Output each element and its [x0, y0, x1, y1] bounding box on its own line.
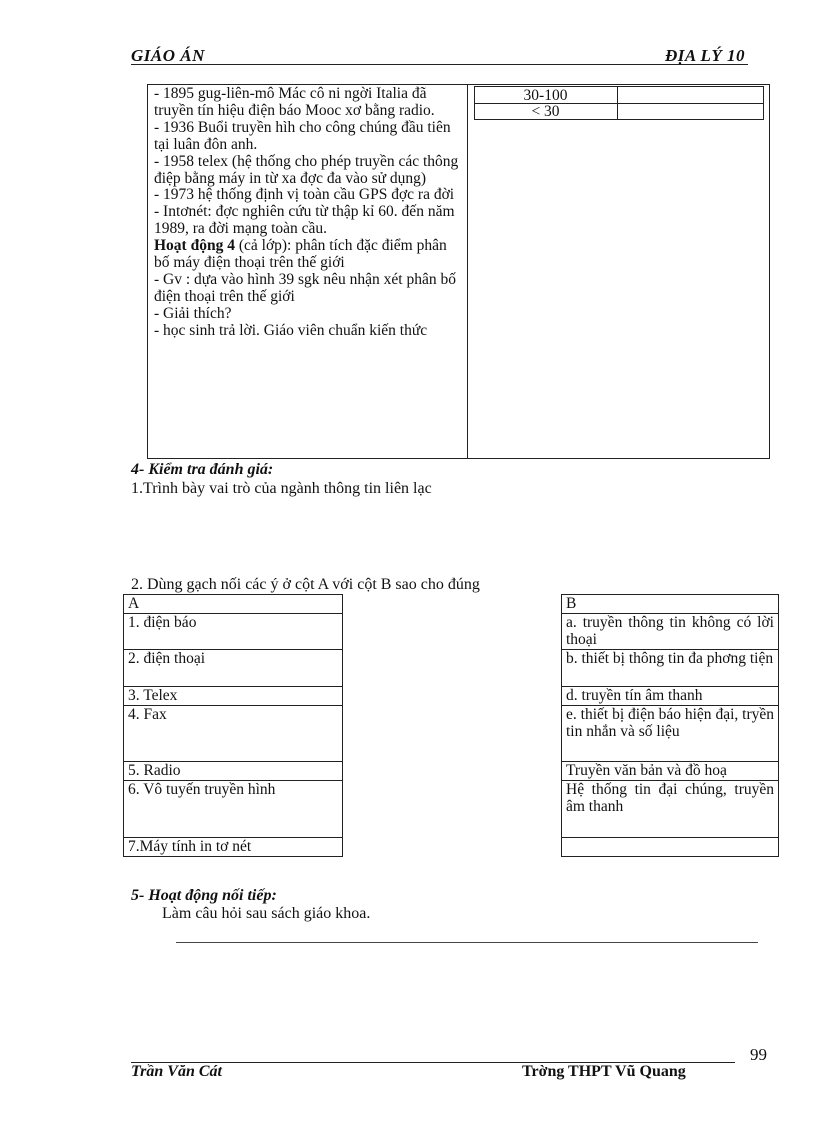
col-b-item: b. thiết bị thông tin đa phơng tiện — [562, 650, 779, 687]
gap-cell — [343, 706, 562, 762]
activity-desc: (cả lớp): phân tích đặc điểm phân bố máy điện thoại trên thế giới — [154, 237, 447, 272]
history-line: - 1895 gug-liên-mô Mác cô ni ngời Italia đã truyền tín hiệu điện báo Mooc xơ bằng radio. — [154, 85, 435, 119]
separator-line — [176, 942, 758, 943]
history-line: - 1958 telex (hệ thống cho phép truyền các thông điệp bằng máy in từ xa đợc đa vào sử dụng) — [154, 152, 459, 187]
question-1: 1.Trình bày vai trò của ngành thông tin liên lạc — [131, 480, 432, 497]
activity-line: - Giải thích? — [154, 304, 232, 322]
activity-title: Hoạt động 4 — [154, 237, 235, 255]
gap-cell — [343, 838, 562, 857]
matching-table — [123, 594, 779, 857]
page-number: 99 — [750, 1045, 767, 1064]
history-line: - 1936 Buổi truyền hìh cho công chúng đầu tiên tại luân đôn anh. — [154, 118, 451, 153]
header-rule — [131, 64, 748, 65]
section-5-title: 5- Hoạt động nối tiếp: — [131, 887, 277, 904]
gap-cell — [343, 614, 562, 650]
density-range-2: < 30 — [531, 103, 560, 120]
col-a-item: 1. điện báo — [124, 614, 343, 650]
homework-text: Làm câu hỏi sau sách giáo khoa. — [162, 905, 371, 922]
col-a-item: 2. điện thoại — [124, 650, 343, 687]
activity-line: - Gv : dựa vào hình 39 sgk nêu nhận xét phân bố điện thoại trên thế giới — [154, 270, 456, 305]
gap-cell — [343, 595, 562, 614]
gap-cell — [343, 687, 562, 706]
col-b-item: d. truyền tín âm thanh — [562, 687, 779, 706]
lesson-content — [154, 86, 464, 340]
col-b-item: a. truyền thông tin không có lời thoại — [562, 614, 779, 650]
footer-author: Trần Văn Cát — [131, 1063, 222, 1080]
col-a-item: 5. Radio — [124, 762, 343, 781]
col-a-item: 4. Fax — [124, 706, 343, 762]
density-table-col-divider — [617, 86, 618, 120]
gap-cell — [343, 650, 562, 687]
col-b-item: Truyền văn bản và đồ hoạ — [562, 762, 779, 781]
col-b-item: Hệ thống tin đại chúng, truyền âm thanh — [562, 781, 779, 838]
activity-heading — [154, 238, 464, 272]
footer-school: Trờng THPT Vũ Quang — [522, 1063, 686, 1080]
header-title-right: ĐỊA LÝ 10 — [665, 46, 746, 65]
gap-cell — [343, 781, 562, 838]
gap-cell — [343, 762, 562, 781]
col-a-item: 6. Vô tuyến truyền hình — [124, 781, 343, 838]
col-b-header: B — [562, 595, 779, 614]
history-line: - Intơnét: đợc nghiên cứu từ thập kỉ 60. đến năm 1989, ra đời mạng toàn cầu. — [154, 203, 455, 238]
activity-line: - học sinh trả lời. Giáo viên chuẩn kiến thức — [154, 321, 428, 339]
section-4-title: 4- Kiểm tra đánh giá: — [131, 461, 274, 478]
col-a-item: 3. Telex — [124, 687, 343, 706]
header-title-left: GIÁO ÁN — [131, 46, 205, 65]
col-b-item: e. thiết bị điện báo hiện đại, tryền tin nhắn và số liệu — [562, 706, 779, 762]
col-b-item — [562, 838, 779, 857]
col-a-header: A — [124, 595, 343, 614]
col-a-item: 7.Máy tính in tơ nét — [124, 838, 343, 857]
history-line: - 1973 hệ thống định vị toàn cầu GPS đợc ra đời — [154, 186, 455, 204]
density-range-1: 30-100 — [523, 87, 568, 104]
question-2: 2. Dùng gạch nối các ý ở cột A với cột B sao cho đúng — [131, 576, 480, 593]
